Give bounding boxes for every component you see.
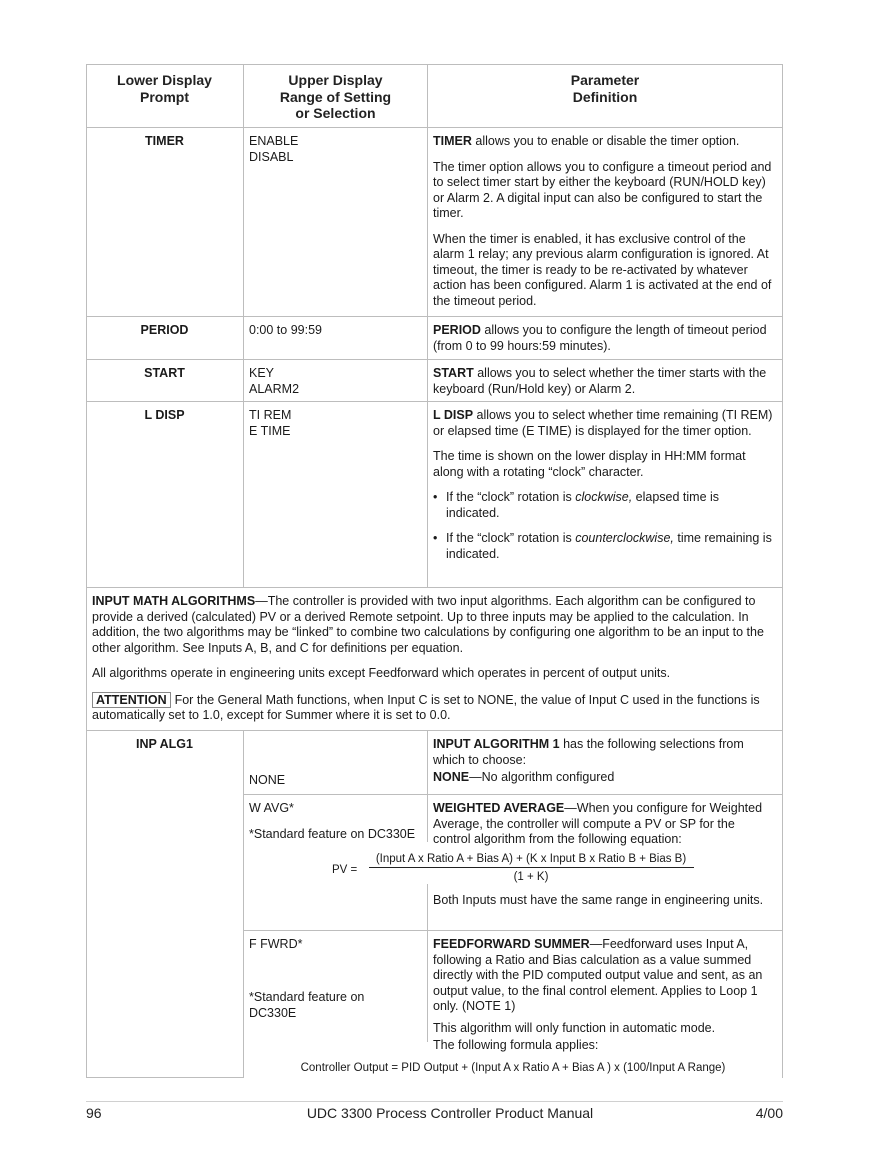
table-border-right	[782, 64, 783, 1078]
ldisp-prompt: L DISP	[144, 408, 185, 422]
equation-denominator: (1 + K)	[513, 871, 549, 883]
period-definition	[433, 323, 775, 354]
ffwd-para2: This algorithm will only function in automatic mode.	[433, 1020, 716, 1035]
bullet-text: elapsed time is indicated.	[446, 490, 720, 520]
column-divider	[243, 64, 244, 587]
ffwd-text: —Feedforward uses Input A, following a Ratio and Bias calculation as a value summed directly with the PID computed output value and sent, as an output value, to the final control element. Applies to Loop 1 only. (NOTE 1)	[433, 937, 763, 1013]
none-range: NONE	[249, 773, 286, 787]
period-def-text: allows you to configure the length of timeout period (from 0 to 99 hours:59 minutes).	[433, 323, 767, 353]
period-prompt: PERIOD	[140, 323, 189, 337]
ffwd-definition	[433, 937, 775, 1054]
column-divider	[427, 884, 428, 1042]
bullet-emphasis: counterclockwise,	[575, 531, 674, 545]
ldisp-range: TI REM E TIME	[249, 408, 292, 438]
wavg-range-cell	[249, 801, 419, 842]
table-border-top	[86, 64, 783, 65]
inp-alg1-intro	[433, 737, 775, 786]
ffwd-keyword: FEEDFORWARD SUMMER	[433, 937, 590, 951]
row-divider	[86, 401, 783, 402]
wavg-text: —When you configure for Weighted Average, the controller will compute a PV or SP for the control algorithm from the following equation:	[433, 801, 763, 846]
start-prompt: START	[144, 366, 185, 380]
none-keyword: NONE	[433, 770, 470, 784]
table-border-bottom	[86, 1077, 244, 1078]
equation-numerator: (Input A x Ratio A + Bias A) + (K x Input B x Ratio B + Bias B)	[375, 853, 687, 865]
ldisp-def-para2: The time is shown on the lower display in HH:MM format along with a rotating “clock” character.	[433, 449, 746, 479]
footer-page-number: 96	[86, 1105, 102, 1121]
timer-def-keyword: TIMER	[433, 134, 472, 148]
ldisp-bullet-counterclockwise	[433, 531, 775, 562]
wavg-definition	[433, 801, 775, 848]
timer-def-text: allows you to enable or disable the timer option.	[471, 134, 740, 148]
timer-def-para2: The timer option allows you to configure a timeout period and to select timer start by either the keyboard (RUN/HOLD key) or Alarm 2. A digital input can also be configured to start the timer.	[433, 159, 772, 220]
wavg-note: *Standard feature on DC330E	[249, 826, 416, 841]
row-divider	[86, 316, 783, 317]
wavg-keyword: WEIGHTED AVERAGE	[433, 801, 565, 815]
column-divider	[427, 730, 428, 842]
equation-lhs: PV =	[332, 864, 358, 876]
timer-def-para3: When the timer is enabled, it has exclusive control of the alarm 1 relay; any previous alarm configuration is ignored. At timeout, the timer is ready to be re-activated by whatever action has been configured. Alarm 1 is activated at the end of the timeout period.	[433, 231, 772, 308]
timer-definition	[433, 134, 775, 309]
footer-rule	[86, 1101, 783, 1102]
attention-text: For the General Math functions, when Input C is set to NONE, the value of Input C used in the functions is automatically set to 1.0, except for Summer where it is set to 0.0.	[92, 692, 760, 722]
footer-title: UDC 3300 Process Controller Product Manual	[306, 1105, 594, 1121]
row-divider	[86, 730, 783, 731]
period-def-keyword: PERIOD	[433, 323, 481, 337]
timer-prompt: TIMER	[145, 134, 184, 148]
bullet-text: time remaining is indicated.	[446, 531, 772, 561]
bullet-text: If the “clock” rotation is	[446, 490, 576, 504]
ffwd-formula: Controller Output = PID Output + (Input A x Ratio A + Bias A ) x (100/Input A Range)	[300, 1062, 726, 1074]
input-math-section	[92, 594, 776, 724]
ldisp-def-text: allows you to select whether time remaining (TI REM) or elapsed time (E TIME) is displayed for the timer option.	[433, 408, 773, 438]
header-parameter-definition: Parameter Definition	[570, 72, 640, 105]
bullet-emphasis: clockwise,	[575, 490, 633, 504]
column-divider	[427, 64, 428, 587]
start-def-keyword: START	[433, 366, 474, 380]
bullet-marker: •	[433, 531, 438, 545]
input-math-title: INPUT MATH ALGORITHMS	[92, 594, 256, 608]
ffwd-range: F FWRD*	[249, 937, 303, 951]
ffwd-para3: The following formula applies:	[433, 1038, 599, 1052]
bullet-marker: •	[433, 490, 438, 504]
inp-alg1-intro-keyword: INPUT ALGORITHM 1	[433, 737, 560, 751]
row-divider	[243, 794, 783, 795]
attention-label: ATTENTION	[92, 692, 171, 708]
period-range: 0:00 to 99:59	[249, 323, 322, 337]
bullet-text: If the “clock” rotation is	[446, 531, 576, 545]
start-def-text: allows you to select whether the timer starts with the keyboard (Run/Hold key) or Alarm 2.	[433, 366, 767, 396]
row-divider	[86, 359, 783, 360]
row-divider	[243, 930, 783, 931]
header-upper-display-range: Upper Display Range of Setting or Selection	[279, 72, 392, 121]
start-definition	[433, 366, 775, 397]
inp-alg1-intro-text: has the following selections from which to choose:	[433, 737, 744, 767]
ldisp-def-keyword: L DISP	[433, 408, 474, 422]
column-divider	[243, 730, 244, 1078]
start-range: KEY ALARM2	[249, 366, 300, 396]
none-text: —No algorithm configured	[469, 770, 615, 784]
parameter-table	[86, 64, 783, 1078]
input-math-para2: All algorithms operate in engineering units except Feedforward which operates in percent of output units.	[92, 666, 671, 680]
equation-fraction-bar	[369, 867, 694, 868]
ffwd-note: *Standard feature on DC330E	[249, 990, 365, 1020]
inp-alg1-prompt: INP ALG1	[136, 737, 193, 751]
wavg-range: W AVG*	[249, 801, 294, 815]
header-lower-display-prompt: Lower Display Prompt	[117, 72, 212, 105]
input-math-text: —The controller is provided with two input algorithms. Each algorithm can be configured to provide a derived (calculated) PV or a derived Remote setpoint. Up to three inputs may be applied to the calculation. In addition, the two algorithms may be “linked” to combine two calculations by configuring one algorithm to be an input to the other algorithm. See Inputs A, B, and C for definitions per equation.	[92, 594, 764, 655]
table-border-left	[86, 64, 87, 1078]
row-divider	[86, 587, 783, 588]
footer-date: 4/00	[755, 1105, 783, 1121]
ldisp-bullet-clockwise	[433, 490, 775, 521]
ldisp-definition	[433, 408, 775, 562]
wavg-para2: Both Inputs must have the same range in engineering units.	[433, 893, 764, 907]
row-divider	[86, 127, 783, 128]
timer-range: ENABLE DISABL	[249, 134, 299, 164]
wavg-note-inputs	[433, 893, 775, 909]
